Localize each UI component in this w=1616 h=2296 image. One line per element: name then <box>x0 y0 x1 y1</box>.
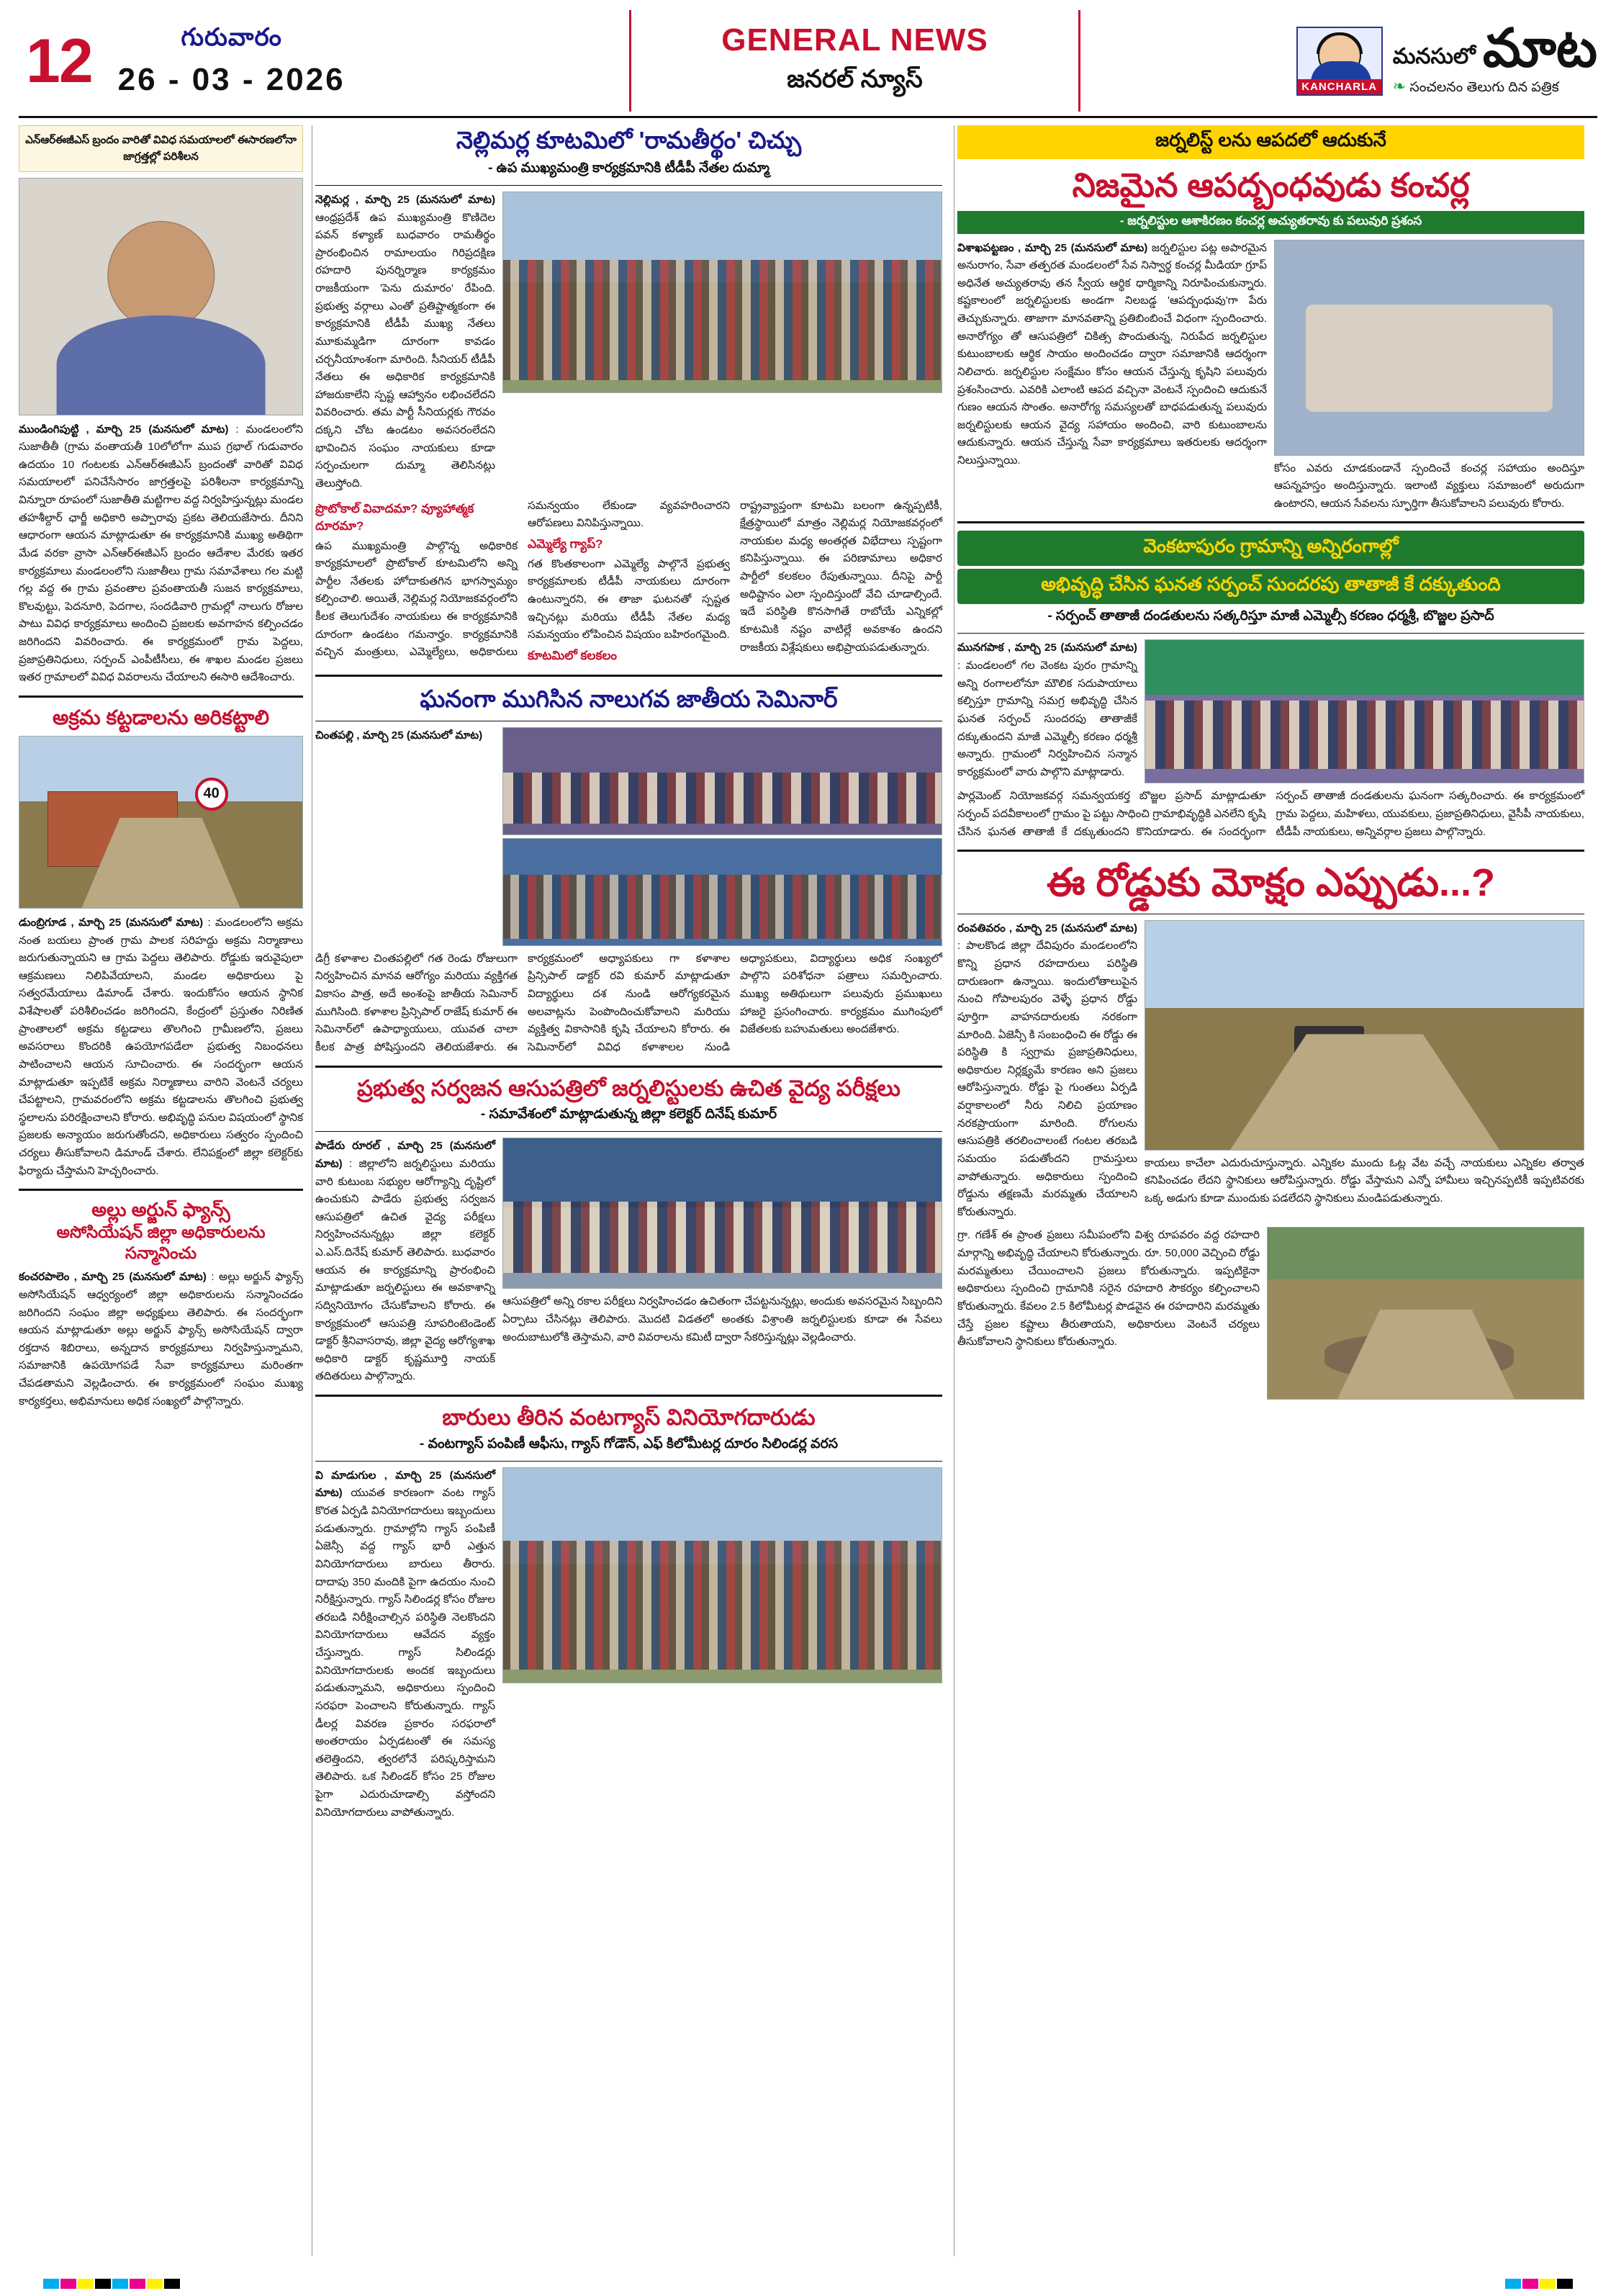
cmyk-swatch-black <box>95 2279 111 2289</box>
logo-name-label: KANCHARLA <box>1298 79 1381 94</box>
mid-article-4-lead <box>315 1467 495 1822</box>
hospital-patient-photo <box>1274 240 1584 456</box>
portrait-face-shape <box>107 221 215 330</box>
mid-article-1-lead <box>315 192 495 493</box>
brick-stack-shape <box>48 791 178 867</box>
left-article-2 <box>19 914 303 1180</box>
mid-article-1-text2: గత కొంతకాలంగా ఎమ్మెల్యే పాల్గొనే ప్రభుత్వ కార్యక్రమాలకు టీడీపీ నాయకులు దూరంగా ఉంటున్నారని, ఈ తాజా ఘటనతో స్పష్టత ఇచ్చినట్లు మరియు టీడీపీ నేతల మధ్య సమన్వయం లోపించిన విషయం బహిరంగమైంది. <box>528 557 730 641</box>
motorcycle-shape <box>1294 1026 1364 1094</box>
right-article-3-lead <box>957 920 1137 1222</box>
mid-article-2-byline: చింతపల్లి , మార్చి 25 (మనసులో మాట) <box>315 729 483 742</box>
photo-treeline <box>1268 1228 1584 1279</box>
damaged-road-photo-1 <box>1145 920 1584 1151</box>
right-article-3-text3: గ్రా. గణేశ్ ఈ ప్రాంత ప్రజలు సమీపంలోని విశ్వ రూపవరం వద్ద రహదారి మార్గాన్ని అభివృద్ధి చేయాలని కోరుతున్నారు. రూ. 50,000 వెచ్చించి రోడ్డు మరమ్మతులు చేయించాలని ప్రజలు కోరుతున్నారు. ఇప్పటికైనా అధికారులు స్పందించి గ్రామానికి సరైన రహదారి సౌకర్యం కల్పించాలని కోరుతున్నారు. కేవలం 2.5 కిలోమీటర్ల పొడవైన ఈ రహదారిని మరమ్మతు చేస్తే ప్రజల కష్టాలు తీరుతాయని, అధికారులు వెంటనే చర్యలు తీసుకోవాలని స్థానికులు కోరుతున్నారు. <box>957 1229 1260 1349</box>
left-article-3-headline-2: అసోసియేషన్ జిల్లా అధికారులను సన్మానించు <box>56 1222 266 1262</box>
photo-crowd-shape <box>503 875 942 939</box>
right-article-3-text: : పాలకొండ జిల్లా దేవిపురం మండలంలోని కొన్ని ప్రధాన రహదారులు పరిస్థితి దారుణంగా ఉన్నాయి. ఇందులోతాలుపైన నుంచి గోపాలపురం వెళ్ళే ప్రధాన రోడ్డు పూర్తిగా వాహనదారులకు నరకంగా మారింది. ఏజెన్సీ కి సంబంధించి ఈ రోడ్డు ఈ పరిస్థితి కి స్వగ్రామ ప్రజాప్రతినిధులు, అధికారుల నిర్లక్ష్యమే కారణం అని ప్రజలు ఆరోపిస్తున్నారు. రోడ్డు పై గుంతలు ఏర్పడి వర్షాకాలంలో నీరు నిలిచి ప్రయాణం నరకప్రాయంగా మారింది. రోగులను ఆసుపత్రికి తరలించాలంటే గంటల తరబడి సమయం పడుతోందని గ్రామస్తులు వాపోతున్నారు. అధికారులు స్పందించి రోడ్డును తక్షణమే మరమ్మతు చేయాలని కోరుతున్నారు. <box>957 940 1137 1218</box>
right-article-3-headline: ఈ రోడ్డుకు మోక్షం ఎప్పుడు...? <box>1046 861 1496 905</box>
cmyk-swatch-magenta <box>60 2279 76 2289</box>
mud-puddle-shape <box>1324 1334 1514 1379</box>
mid-article-2-lead <box>315 727 495 745</box>
right-article-1-headline: నిజమైన ఆపద్బంధవుడు కంచర్ల <box>1072 166 1470 204</box>
photo-crowd-shape <box>1145 701 1584 769</box>
right-article-2-text2: పార్లమెంట్ నియోజకవర్గ సమన్వయకర్త బొజ్జల ప్రసాద్ మాట్లాడుతూ సర్పంచ్ పదవీకాలంలో గ్రామం పై పట్టు సాధించి గ్రామాభివృద్ధికి ఎనలేని కృషి చేసిన ఘనత తాతాజీ కే దక్కుతుందని కొనియాడారు. ఈ సందర్భంగా సర్పంచ్ తాతాజీ దండతులను ఘనంగా సత్కరించారు. ఈ కార్యక్రమంలో గ్రామ పెద్దలు, మహిళలు, యువకులు, ప్రజాప్రతినిధులు, వైసీపీ నాయకులు, టీడీపీ నాయకులు, అన్నివర్గాల ప్రజలు పాల్గొన్నారు. <box>957 790 1584 838</box>
cmyk-swatch-yellow-2 <box>147 2279 163 2289</box>
right-article-3-text2: కాయలు కాచేలా ఎదురుచూస్తున్నారు. ఎన్నికల ముందు ఓట్ల వేట వచ్చే నాయకులు ఎన్నికల తర్వాత కనిపించడం లేదని స్థానికులు ఆరోపిస్తున్నారు. రోడ్డు వేస్తామని ఎన్నో హామీలు ఇచ్చినప్పటికీ ఇప్పటివరకు ఒక్క అడుగు కూడా ముందుకు పడలేదని స్థానికులు మండిపడుతున్నారు. <box>1145 1156 1584 1205</box>
photo-sky <box>1145 921 1584 1008</box>
right-article-1-text2: కోసం ఎవరు చూడకుండానే స్పందించే కంచర్ల సహాయం అందిస్తూ ఆపన్నహస్తం అందిస్తున్నారు. ఇలాంటి వ్యక్తులు సమాజంలో అరుదుగా ఉంటారని, ఆయన సేవలను స్ఫూర్తిగా తీసుకోవాలని పలువురు కోరారు. <box>1274 462 1584 510</box>
paper-prefix: మనసులో <box>1392 44 1476 68</box>
left-article-2-text: : మండలంలోని అక్రమ నంత బయలు ప్రాంత గ్రామ పాలక సరిహద్దు అక్రమ నిర్మాణాలు జరుగుతున్నాయని ఆ గ్రామ పెద్దలు తెలిపారు. రోడ్డుకు ఇరువైపులా ఆక్రమణలు నిలిపివేయాలని, మండల అధికారులు పై సత్వరమేయాలు డిమాండ్ చేశారు. ఇందుకోసం ఆయన స్థానిక విశేషాలతో పరిశీలించడం జరిగిందని, కేంద్రంలో ప్రస్తుతం నిరిణిత ప్రాంతాలలో అక్రమ కట్టడాలు తొలగించి గ్రామీణలోని, ప్రజలు అవసరాలు కొందరికి ఉపయోగపడేలా ప్రభుత్వ నిబంధనలు పాటించాలని ఆయన సూచించారు. ఈ సందర్భంగా ఆయన మాట్లాడుతూ ఇప్పటికే అక్రమ నిర్మాణాలు వారిని వెంటనే చర్యలు చేపట్టాలని, గ్రామవరంలోని అక్రమ కట్టడాలను తొలగించి ప్రభుత్వ స్థలాలను పరిరక్షించాలని కోరారు. అభివృద్ధి పనుల విషయంలో స్థానిక ప్రజలకు అన్యాయం జరుగుతోందని, అధికారులు సత్వరం స్పందించి చర్యలు తీసుకోవాలని డిమాండ్ చేశారు. లేనిపక్షంలో జిల్లా కలెక్టర్‌కు ఫిర్యాదు చేస్తామని హెచ్చరించారు. <box>19 916 303 1177</box>
left-article-3 <box>19 1269 303 1410</box>
mid-article-4-headline: బారులు తీరిన వంటగ్యాస్ వినియోగదారుడు <box>442 1405 816 1431</box>
kancharla-logo <box>1296 27 1383 96</box>
right-article-1-lead <box>957 240 1267 470</box>
mid-article-3-headline: ప్రభుత్వ సర్వజన ఆసుపత్రిలో జర్నలిస్టులకు ఉచిత వైద్య పరీక్షలు <box>356 1075 901 1101</box>
gas-queue-photo <box>502 1467 942 1683</box>
cmyk-swatch-magenta-2 <box>130 2279 145 2289</box>
left-article-1-byline: ముండింగిపుట్టి , మార్చి 25 (మనసులో మాట) <box>19 423 229 436</box>
cmyk-swatch-yellow <box>78 2279 94 2289</box>
section-title-block <box>629 10 1080 112</box>
collector-meeting-photo <box>502 1138 942 1289</box>
mid-article-1-headline: నెల్లిమర్ల కూటమిలో 'రామతీర్థం' చిచ్చు <box>456 127 802 153</box>
mid-article-1-text1: ఉప ముఖ్యమంత్రి పాల్గొన్న అధికారిక కార్యక్రమాలలో ప్రొటోకాల్ కూటమిలోని అన్ని పార్టీల నేతలకు హోదాకుతగిన భాగస్వామ్యం కల్పించాలి. అయితే, నెల్లిమర్ల నియోజకవర్గంలోని కీలక తెలుగుదేశం నాయకులు ఈ కార్యక్రమానికి దూరంగా ఉండటం గమనార్హం. కార్యక్రమానికి వచ్చిన మంత్రులు, ఎమ్మెల్యేలు, అధికారులు సమన్వయం లేకుండా వ్యవహరించారని ఆరోపణలు వినిపిస్తున్నాయి. <box>315 499 730 659</box>
section-title-english: GENERAL NEWS <box>721 22 988 58</box>
mid-article-4-text: యువత కారణంగా వంట గ్యాస్ కొరత ఏర్పడి వినియోగదారులు ఇబ్బందులు పడుతున్నారు. గ్రామాల్లోని గ్యాస్ పంపిణీ ఏజెన్సీ వద్ద గ్యాస్ భారీ ఎత్తున వినియోగదారులు బారులు తీరారు. దాదాపు 350 మందికి పైగా ఉదయం నుంచి నిరీక్షిస్తున్నారు. గ్యాస్ సిలిండర్ల కోసం రోజుల తరబడి నిరీక్షించాల్సిన పరిస్థితి నెలకొందని వినియోగదారులు ఆవేదన వ్యక్తం చేస్తున్నారు. గ్యాస్ సిలిండర్లు వినియోగదారులకు అందక ఇబ్బందులు పడుతున్నామని, అధికారులు స్పందించి సరఫరా పెంచాలని కోరుతున్నారు. గ్యాస్ డీలర్ల వివరణ ప్రకారం సరఫరాలో అంతరాయం ఏర్పడటంతో ఈ సమస్య తలెత్తిందని, త్వరలోనే పరిష్కరిస్తామని తెలిపారు. ఒక సిలిండర్ కోసం 25 రోజుల పైగా ఎదురుచూడాల్సి వస్తోందని వినియోగదారులు వాపోతున్నారు. <box>315 1487 495 1819</box>
section-title-telugu: జనరల్ న్యూస్ <box>787 66 923 93</box>
cmyk-swatch-black-2 <box>164 2279 180 2289</box>
page-number: 12 <box>26 26 92 96</box>
cmyk-registration-left <box>43 2279 180 2289</box>
photo-ground <box>1268 1279 1584 1400</box>
left-article-3-text: : అల్లు అర్జున్ ఫ్యాన్స్ అసోసియేషన్ ఆధ్వర్యంలో జిల్లా అధికారులను సన్మానించడం జరిగిందని సంఘం జిల్లా అధ్యక్షులు తెలిపారు. ఈ సందర్భంగా ఆయన మాట్లాడుతూ అల్లు అర్జున్ ఫ్యాన్స్ అసోసియేషన్ ద్వారా రక్తదాన శిబిరాలు, అన్నదాన కార్యక్రమాలు నిర్వహిస్తున్నామని, సమాజానికి ఉపయోగపడే సేవా కార్యక్రమాలు మరింతగా చేపడతామని వెల్లడించారు. ఈ కార్యక్రమంలో సంఘం ముఖ్య కార్యకర్తలు, అభిమానులు అధిక సంఖ్యలో పాల్గొన్నారు. <box>19 1271 303 1408</box>
right-article-2-headline-1: వెంకటాపురం గ్రామాన్ని అన్నిరంగాల్లో <box>957 531 1584 566</box>
mid-article-3-byline: పాడేరు రూరల్ , మార్చి 25 (మనసులో మాట) <box>315 1140 495 1170</box>
paper-tagline-row <box>1393 77 1597 99</box>
right-article-3-byline: రంవతివరం , మార్చి 25 (మనసులో మాట) <box>957 922 1137 935</box>
photo-crowd-shape <box>503 1202 942 1274</box>
speed-limit-sign: 40 <box>195 778 228 811</box>
right-column <box>954 125 1587 2256</box>
mid-article-1-text3: రాష్ట్రవ్యాప్తంగా కూటమి బలంగా ఉన్నప్పటికీ, క్షేత్రస్థాయిలో మాత్రం నెల్లిమర్ల నియోజకవర్గంలో నాయకుల మధ్య అంతర్గత విభేదాలు స్పష్టంగా కనిపిస్తున్నాయి. ఈ పరిణామాలు అధికార పార్టీలో కలకలం రేపుతున్నాయి. దీనిపై పార్టీ అధిష్టానం ఎలా స్పందిస్తుందో వేచి చూడాల్సిందే. ఇదే పరిస్థితి కొనసాగితే రాబోయే ఎన్నికల్లో కూటమికి నష్టం వాటిల్లే అవకాశం ఉందని రాజకీయ విశ్లేషకులు అభిప్రాయపడుతున్నారు. <box>740 499 942 654</box>
portrait-photo <box>19 178 303 415</box>
right-article-1-byline: విశాఖపట్టణం , మార్చి 25 (మనసులో మాట) <box>957 241 1148 254</box>
mid-article-4-byline: వి మాడుగుల , మార్చి 25 (మనసులో మాట) <box>315 1469 495 1500</box>
seminar-photo-bottom <box>502 838 942 946</box>
cmyk-swatch-black-3 <box>1557 2279 1573 2289</box>
seminar-photo-top <box>502 727 942 835</box>
paper-tagline: సంచలనం తెలుగు దిన పత్రిక <box>1409 79 1559 95</box>
mid-article-3-text: : జిల్లాలోని జర్నలిస్టులు మరియు వారి కుటుంబ సభ్యుల ఆరోగ్యాన్ని దృష్టిలో ఉంచుకుని పాడేరు ప్రభుత్వ సర్వజన ఆసుపత్రిలో ఉచిత వైద్య పరీక్షలు నిర్వహించనున్నట్లు జిల్లా కలెక్టర్ ఎ.ఎస్.దినేష్ కుమార్ తెలిపారు. బుధవారం ఆయన ఈ కార్యక్రమాన్ని ప్రారంభించి మాట్లాడుతూ జర్నలిస్టులు ఈ అవకాశాన్ని సద్వినియోగం చేసుకోవాలని కోరారు. ఈ కార్యక్రమంలో ఆసుపత్రి సూపరింటెండెంట్ డాక్టర్ శ్రీనివాసరావు, జిల్లా వైద్య ఆరోగ్యశాఖ అధికారి డాక్టర్ కృష్ణమూర్తి నాయక్ తదితరులు పాల్గొన్నారు. <box>315 1157 495 1383</box>
paper-title: మాట <box>1482 18 1597 78</box>
right-article-2-strip: - సర్పంచ్ తాతాజీ దండతులను సత్కరిస్తూ మాజీ ఎమ్మెల్సీ కరణం ధర్మశ్రీ, బొజ్జల ప్రసాద్ <box>1047 608 1494 624</box>
middle-column <box>312 125 945 2256</box>
photo-crowd-shape <box>503 773 942 824</box>
left-article-2-headline: అక్రమ కట్టడాలను అరికట్టాలి <box>53 706 269 729</box>
patient-shape <box>1318 326 1540 399</box>
right-article-2-headline-2: అభివృద్ధి చేసిన ఘనత సర్పంచ్ సుందరపు తాతాజీ కే దక్కుతుంది <box>957 569 1584 604</box>
photo-banner-shape <box>503 1138 942 1207</box>
photo-crowd-shape <box>503 260 942 380</box>
photo-banner-shape <box>1145 640 1584 694</box>
mid-article-1-sub1: ప్రొటోకాల్ వివాదమా? వ్యూహాత్మక దూరమా? <box>315 501 474 533</box>
masthead <box>19 10 1597 118</box>
weekday-label: గురువారం <box>181 24 282 51</box>
left-article-3-byline: కంచరపాలెం , మార్చి 25 (మనసులో మాట) <box>19 1271 207 1284</box>
photo-ground <box>1145 1008 1584 1150</box>
mid-article-4-subhead: - వంటగ్యాస్ పంపిణీ ఆఫీసు, గ్యాస్ గోడౌన్, ఎఫ్ కిలోమీటర్ల దూరం సిలిండర్ల వరస <box>419 1436 839 1451</box>
ramatheertham-event-photo <box>502 192 942 393</box>
right-article-2-byline: మునగపాక , మార్చి 25 (మనసులో మాట) <box>957 641 1137 654</box>
mid-article-3-subhead: - సమావేశంలో మాట్లాడుతున్న జిల్లా కలెక్టర్ దినేష్ కుమార్ <box>480 1107 777 1122</box>
mid-article-2-headline: ఘనంగా ముగిసిన నాలుగవ జాతీయ సెమినార్ <box>420 685 838 712</box>
right-article-1-text: జర్నలిస్టుల పట్ల అపారమైన అనురాగం, సేవా తత్పరత మండలంలో సేవ నిస్వార్థ కంచర్ల మీడియా గ్రూప్ అధినేత అచ్యుతరావు తన స్వీయ ఆర్థిక ధార్మికాన్ని నిరూపించుకున్నారు. కష్టకాలంలో జర్నలిస్టులకు అండగా నిలబడ్డ 'ఆపద్బంధువు'గా పేరు తెచ్చుకున్నారు. తాజాగా మానవతాన్ని ప్రతిబింబించే విధంగా స్పందించారు. అనారోగ్యం తో ఆసుపత్రిలో చికిత్స పొందుతున్న, నిరుపేద జర్నలిస్టుల కుటుంబాలకు ఆర్థిక సాయం అందించడం ద్వారా సమాజానికి ఆదర్శంగా నిలిచారు. జర్నలిస్టుల సంక్షేమం కోసం ఆయన చేస్తున్న కృషిని పలువురు ప్రశంసించారు. ఎవరికి ఎలాంటి ఆపద వచ్చినా వెంటనే స్పందించి ఆదుకునే గుణం ఆయన సొంతం. అనారోగ్య సమస్యలతో బాధపడుతున్న పలువురు జర్నలిస్టులకు ఆయన వైద్య సహాయం అందించి, వారి కుటుంబాలను ఆదుకున్నారు. ఆయన చేస్తున్న సేవా కార్యక్రమాలు ఇతరులకు ఆదర్శంగా నిలుస్తున్నాయి. <box>957 241 1267 467</box>
cmyk-registration-right <box>1505 2279 1573 2289</box>
cmyk-swatch-magenta-3 <box>1522 2279 1538 2289</box>
left-article-1 <box>19 421 303 687</box>
right-article-2-text: : మండలంలో గల వెంకట పురం గ్రామాన్ని అన్ని రంగాలలోనూ మౌలిక సదుపాయాలు కల్పిస్తూ గ్రామాన్ని సమగ్ర అభివృద్ధి చేసిన ఘనత సర్పంచ్ సుందరపు తాతాజీకే దక్కుతుందని మాజీ ఎమ్మెల్సీ కరణం ధర్మశ్రీ అన్నారు. గ్రామంలో నిర్వహించిన సన్మాన కార్యక్రమంలో వారు పాల్గొని మాట్లాడారు. <box>957 659 1137 778</box>
left-article-2-byline: డుంబ్రిగూడ , మార్చి 25 (మనసులో మాట) <box>19 916 204 929</box>
left-article-3-headline-1: అల్లు అర్జున్ ఫ్యాన్స్ <box>91 1199 230 1221</box>
cmyk-swatch-yellow-3 <box>1540 2279 1556 2289</box>
cmyk-swatch-cyan <box>43 2279 59 2289</box>
leaf-icon: ❧ <box>1392 76 1407 95</box>
cmyk-swatch-cyan-3 <box>1505 2279 1521 2289</box>
damaged-road-photo-2 <box>1267 1227 1584 1400</box>
left-lead-box: ఎన్‌ఆర్‌ఈజీఎస్ బ్రందం వారితో వివిధ సమయాలలో ఈసారణలోనా జాగ్రత్తల్లో పరిశీలన <box>19 125 303 172</box>
mid-article-3-text2: ఆసుపత్రిలో అన్ని రకాల పరీక్షలు నిర్వహించడం ఉచితంగా చేపట్టనున్నట్లు, అందుకు అవసరమైన సిబ్బందిని ఏర్పాటు చేసినట్లు తెలిపారు. మొదటి విడతలో అంతకు విశ్రాంతి జర్నలిస్టులకు కూడా ఈ సేవలు అందుబాటులోకి తెస్తామని, వారి వివరాలను కమిటీ ద్వారా సేకరిస్తున్నట్లు వెల్లడించారు. <box>502 1295 942 1343</box>
right-banner: జర్నలిస్ట్ లను ఆపదలో ఆదుకునే <box>957 125 1584 159</box>
left-column <box>19 125 303 2256</box>
mid-article-1-byline: నెల్లిమర్ల , మార్చి 25 (మనసులో మాట) <box>315 193 495 206</box>
mid-article-1-sub3: కూటమిలో కలకలం <box>528 648 618 662</box>
photo-crowd-shape <box>503 1541 942 1670</box>
mid-article-1-sub2: ఎమ్మెల్యే గ్యాప్? <box>528 536 603 551</box>
portrait-body-shape <box>56 315 266 415</box>
left-article-1-text: : మండలంలోని సుజాతీతీ (గ్రామ వంతాయతీ 10లోలోగా ముప గ్రభాల్ గుడువారం ఉదయం 10 గంటలకు ఎన్‌ఆర్‌ఈజీఎస్ బ్రందంతో వారితో వివిధ సమయాలలో పనిచేసేసారం జాగ్రత్తలపై పరిశీలనా కార్యక్రమాన్ని విన్నూరా రూపంలో సుజాతీతి మట్టిగాల వద్ద నిర్వహిస్తున్నట్లు మండల తహశీల్దార్ ఛార్జీ అధికారి అప్పారావు ప్రకట తెలియజేసారు. దీనిని ఆధారంగా ఆయన మాట్లాడుతూ ఈ కార్యక్రమానికి ముఖ్య అతిథిగా మేడ వరకా వ్రాసా ఎన్‌ఆర్‌ఈజీఎస్ బ్రందం ఆదేశాల మేరకు ఇతర కార్యక్రమాలు మండలంలోని సుజాతీలు గ్రామ సమావేశాలు గల మట్టి గల్ల వద్ద ఈ గ్రామ ప్రవంతాల ప్రవంతాయతీ సుజన కార్యక్రమాలు, కొలవుట్టు, పెదనూరి, పెదగాల, సందడివారి గ్రామల్లో నాలుగు రోజుల పాటు వివిధ కార్యక్రమాలు అందించి ప్రజలకు అవగాహన కల్పించడం జరిగిందని వివరించారు. ఈ కార్యక్రమంలో గ్రామ పెద్దలు, ప్రజాప్రతినిధులు, సర్పంచ్ ఎంపీటీసీలు, ఈ శాఖల మండల ప్రజలు ఇతర గ్రామాలలో వివిధ వివరాలను చేయాలని ఈసారి ఆదేశించారు. <box>19 423 303 684</box>
mid-article-2-text: డిగ్రీ కళాశాల చింతపల్లిలో గత రెండు రోజులుగా నిర్వహించిన మానవ ఆరోగ్యం మరియు వ్యక్తిగత వికాసం పాత్ర, అదే అంశంపై జాతీయ సెమినార్ ముగిసింది. కళాశాల ప్రిన్సిపాల్ రాజేష్ కుమార్ ఈ సెమినార్‌లో ఉపాధ్యాయులు, యువత చాలా కీలక పాత్ర పోషిస్తుందని తెలియజేశారు. ఈ కార్యక్రమంలో అధ్యాపకులు గా కళాశాల ప్రిన్సిపాల్ డాక్టర్ రవి కుమార్ మాట్లాడుతూ విద్యార్థులు దశ నుండి ఆరోగ్యకరమైన అలవాట్లను పెంపొందించుకోవాలని మరియు వ్యక్తిత్వ వికాసానికి కృషి చేయాలని కోరారు. ఈ సెమినార్‌లో వివిధ కళాశాలల నుండి అధ్యాపకులు, విద్యార్థులు అధిక సంఖ్యలో పాల్గొని పరిశోధనా పత్రాలు సమర్పించారు. ముఖ్య అతిథులుగా పలువురు ప్రముఖులు హాజరై ప్రసంగించారు. కార్యక్రమం ముగింపులో విజేతలకు బహుమతులు అందజేశారు. <box>315 952 942 1053</box>
mid-article-3-lead <box>315 1138 495 1386</box>
mid-article-1-text: ఆంధ్రప్రదేశ్ ఉప ముఖ్యమంత్రి కొణిదెల పవన్ కళ్యాణ్ బుధవారం రామతీర్థం ప్రారంభించిన రామాలయం గిరిప్రదక్షిణ రహదారి పునర్నిర్మాణ కార్యక్రమం రాజకీయంగా 'పెను దుమారం' రేపింది. ప్రభుత్వ వర్గాలు ఎంతో ప్రతిష్టాత్మకంగా ఈ కార్యక్రమానికి టీడీపీ ముఖ్య నేతలు మూకుమ్మడిగా దూరంగా కావడం చర్చనీయాంశంగా మారింది. సీనియర్ టీడీపీ నేతలు ఈ అధికారిక కార్యక్రమానికి హాజరుకాలేని స్పష్ట ఆహ్వానం లభించలేదని వివరించారు. తమ పార్టీ సీనియర్లకు గౌరవం దక్కని చోట ఉండటం అవసరంలేదని భావించిన సంఘం నాయకులు కూడా సర్పంచులగా దుమ్మా తెలిసినట్లు తెలుస్తోంది. <box>315 211 495 490</box>
illegal-construction-photo <box>19 736 303 909</box>
mid-article-1-subhead: - ఉప ముఖ్యమంత్రి కార్యక్రమానికి టీడీపీ నేతల దుమ్మా <box>488 160 769 176</box>
sarpanch-felicitation-photo <box>1145 639 1584 783</box>
masthead-date-block <box>19 10 616 112</box>
right-article-1-strip: - జర్నలిస్టుల ఆశాకిరణం కంచర్ల అచ్యుతరావు కు పలువురి ప్రశంస <box>957 211 1584 234</box>
date-label: 26 - 03 - 2026 <box>117 62 346 97</box>
page-content <box>19 125 1597 2256</box>
right-article-2-lead <box>957 639 1137 781</box>
cmyk-swatch-cyan-2 <box>112 2279 128 2289</box>
paper-brand-block <box>1093 10 1597 112</box>
